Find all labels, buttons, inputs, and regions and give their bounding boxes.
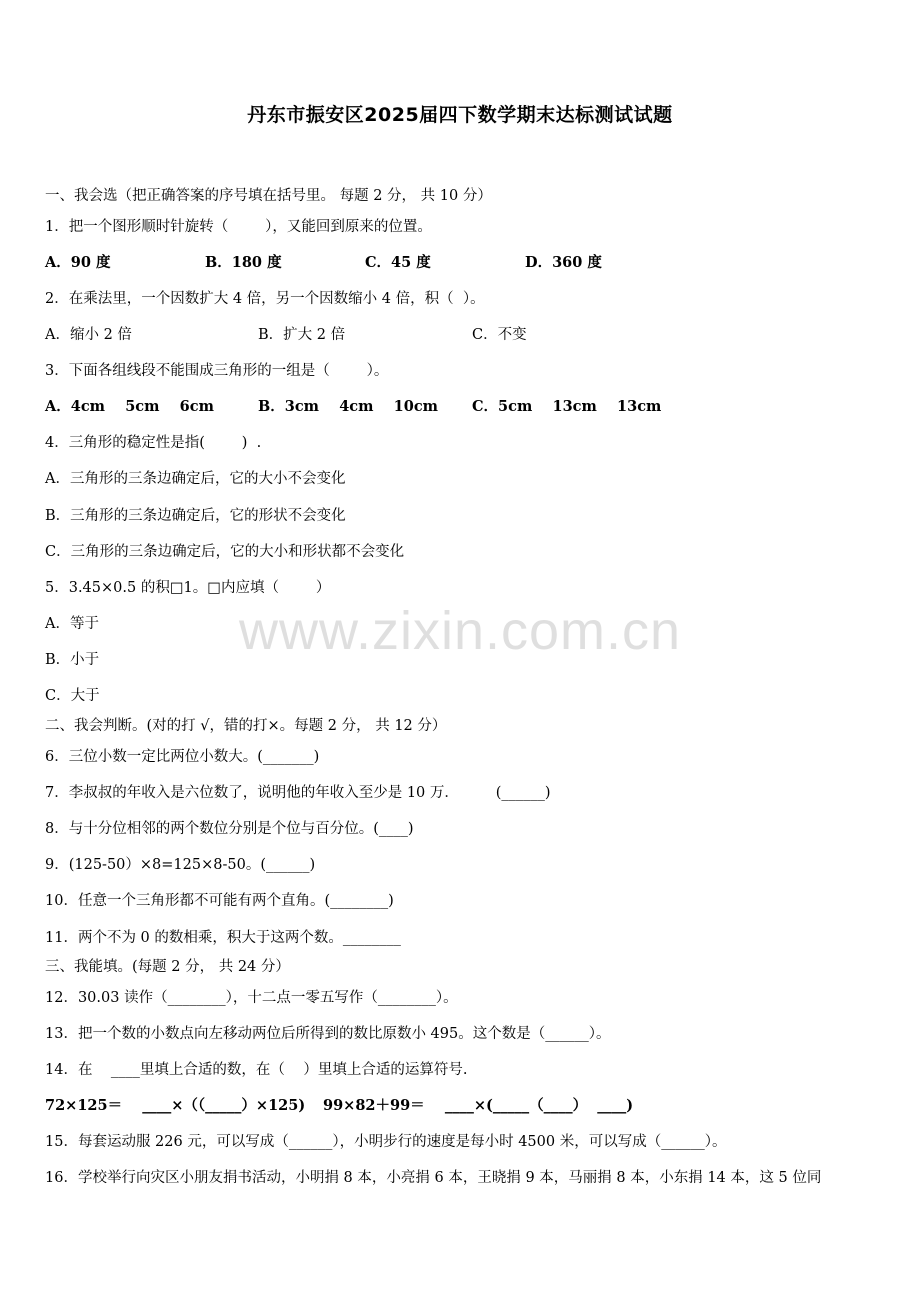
question-6-text: 6．三位小数一定比两位小数大。(_______) <box>45 749 320 765</box>
page-title: 丹东市振安区2025届四下数学期末达标测试试题 <box>247 104 673 126</box>
q2-option-a: A．缩小 2 倍 <box>45 327 132 343</box>
q1-option-d: D．360 度 <box>525 254 602 271</box>
question-16-text: 16．学校举行向灾区小朋友捐书活动，小明捐 8 本，小亮捐 6 本，王晓捐 9 本，马丽捐 8 本，小东捐 14 本，这 5 位同 <box>45 1170 822 1186</box>
question-13-text: 13．把一个数的小数点向左移动两位后所得到的数比原数小 495。这个数是（______）。 <box>45 1026 611 1042</box>
watermark: www.zixin.com.cn <box>238 601 682 661</box>
q1-option-c: C．45 度 <box>365 254 431 271</box>
q5-option-a: A．等于 <box>45 616 99 632</box>
q3-option-c: C．5cm 13cm 13cm <box>472 398 662 415</box>
section-2-heading: 二、我会判断。(对的打 √，错的打×。每题 2 分， 共 12 分） <box>45 718 447 734</box>
question-11-text: 11．两个不为 0 的数相乘，积大于这两个数。________ <box>45 930 401 946</box>
question-5-text: 5．3.45×0.5 的积□1。□内应填（ ） <box>45 580 331 596</box>
question-15-text: 15．每套运动服 226 元，可以写成（______），小明步行的速度是每小时 4500 米，可以写成（______）。 <box>45 1134 727 1150</box>
q14-expression-2: 99×82＋99＝ ____×(_____（____） ____) <box>323 1097 634 1114</box>
question-1-text: 1．把一个图形顺时针旋转（ ），又能回到原来的位置。 <box>45 219 432 235</box>
q2-option-c: C．不变 <box>472 327 527 343</box>
question-3-text: 3．下面各组线段不能围成三角形的一组是（ ）。 <box>45 363 389 379</box>
q4-option-b: B．三角形的三条边确定后，它的形状不会变化 <box>45 508 346 524</box>
question-8-text: 8．与十分位相邻的两个数位分别是个位与百分位。(____) <box>45 821 414 837</box>
q3-option-a: A．4cm 5cm 6cm <box>45 398 214 415</box>
q2-option-b: B．扩大 2 倍 <box>258 327 346 343</box>
question-12-text: 12．30.03 读作（________），十二点一零五写作（________）。 <box>45 990 458 1006</box>
section-1-heading: 一、我会选（把正确答案的序号填在括号里。 每题 2 分， 共 10 分） <box>45 188 492 204</box>
q3-option-b: B．3cm 4cm 10cm <box>258 398 439 415</box>
section-3-heading: 三、我能填。(每题 2 分， 共 24 分） <box>45 959 290 975</box>
q4-option-a: A．三角形的三条边确定后，它的大小不会变化 <box>45 471 346 487</box>
q1-option-a: A．90 度 <box>45 254 111 271</box>
question-10-text: 10．任意一个三角形都不可能有两个直角。(________) <box>45 893 394 909</box>
question-7-text: 7．李叔叔的年收入是六位数了，说明他的年收入至少是 10 万． (______) <box>45 785 551 801</box>
q4-option-c: C．三角形的三条边确定后，它的大小和形状都不会变化 <box>45 544 405 560</box>
question-14-text: 14．在 ____里填上合适的数，在（ ）里填上合适的运算符号. <box>45 1062 468 1078</box>
q5-option-c: C．大于 <box>45 688 100 704</box>
question-2-text: 2．在乘法里，一个因数扩大 4 倍，另一个因数缩小 4 倍，积（ ）。 <box>45 291 485 307</box>
question-4-text: 4．三角形的稳定性是指( ) . <box>45 435 262 451</box>
q14-expression-1: 72×125＝ ____×（（_____）×125) <box>45 1097 306 1114</box>
question-9-text: 9．(125-50）×8=125×8-50。(______) <box>45 857 316 873</box>
q5-option-b: B．小于 <box>45 652 100 668</box>
q1-option-b: B．180 度 <box>205 254 282 271</box>
